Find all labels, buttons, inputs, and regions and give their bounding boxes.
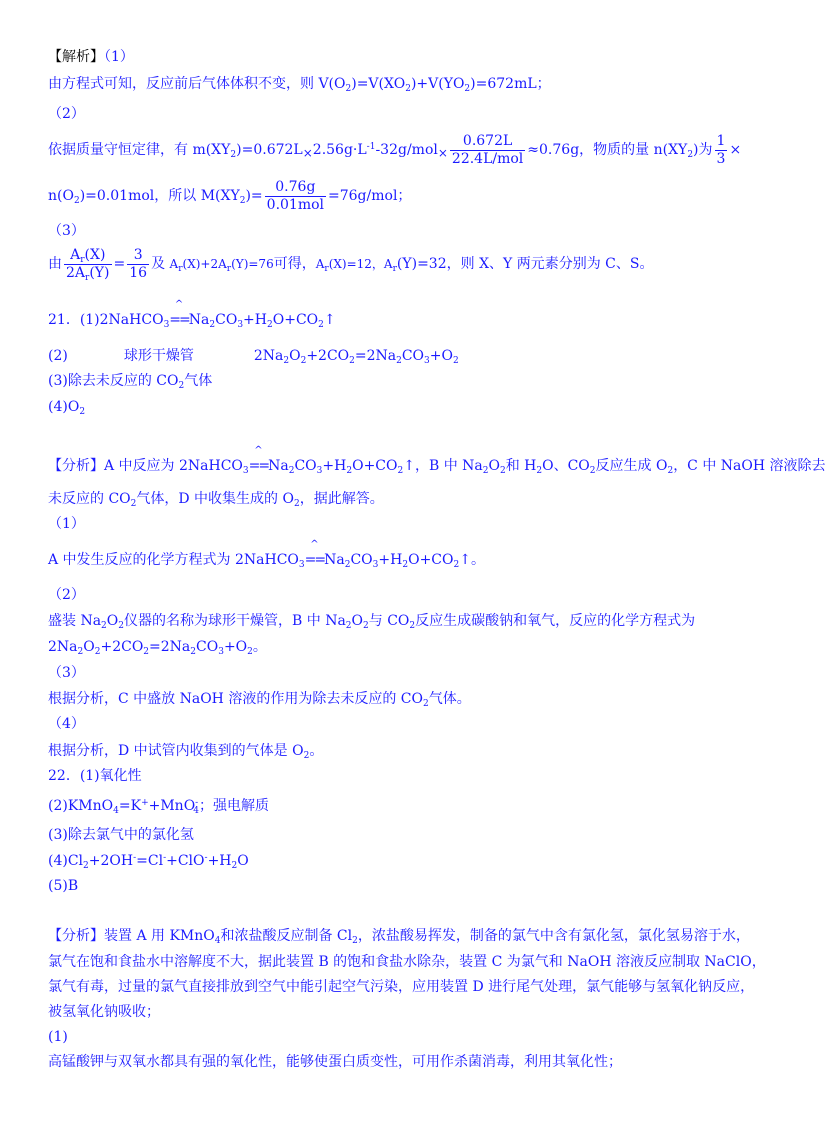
text-line: 未反应的 $CO_2$气体，D 中收集生成的 $O_2$，据此解答。 <box>48 491 384 509</box>
analysis-line: 【分析】装置 A 用 KMnO$_4$和浓盐酸反应制备 $Cl_2$，浓盐酸易挥发，制备的氯气中含有氯化氢，氯化氢易溶于水， <box>48 928 750 946</box>
answer-line: $(4)O_2$ <box>48 399 86 417</box>
answer-line: $(4)Cl_2+2OH^-=Cl^-+ClO^-+H_2O$ <box>48 853 249 871</box>
text-line: $2Na_2O_2+2CO_2=2Na_2CO_3+O_2$。 <box>48 639 267 657</box>
text-line: 盛装 $Na_2O_2$仪器的名称为球形干燥管，B 中 $Na_2O_2$与 $CO_2$反应生成碳酸钠和氧气，反应的化学方程式为 <box>48 613 696 631</box>
answer-line: (3)除去未反应的 $CO_2$气体 <box>48 373 213 391</box>
answer-line: (5)B <box>48 878 79 894</box>
analysis-line: 【解析】（1） <box>48 49 134 65</box>
formula-line: 由 $\frac{A_r(X)}{2A_r(Y)}$ = $\frac{3}{16}$ 及 $A_r(X)+2A_r(Y)=76$可得，$A_r(X)=12$，$A_r(Y)=32$，则 X、Y 两元素分别为 C、S。 <box>48 246 654 283</box>
fraction: $\frac{0.672L}{\text{22.4L/mol}}$ <box>451 132 524 167</box>
text-line: 由方程式可知，反应前后气体体积不变，则 $V(O_2)=V(XO_2)+V(YO_2)=672mL$； <box>48 76 551 94</box>
fraction: $\frac{3}{16}$ <box>129 246 148 281</box>
section-number: (1) <box>48 1029 68 1045</box>
fraction: $\frac{0.76g}{\text{0.01mol}}$ <box>266 178 325 213</box>
section-number: （2） <box>48 106 85 122</box>
analysis-tag: 【解析】 <box>48 49 104 65</box>
answer-line: (3)除去氯气中的氯化氢 <box>48 827 194 843</box>
answer-line: (2)KMnO$_4$=K++MnO-$_4$；强电解质 <box>48 798 269 816</box>
text-line: 氯气在饱和食盐水中溶解度不大，据此装置 B 的饱和食盐水除杂，装置 C 为氯气和 NaOH 溶液反应制取 NaClO， <box>48 954 766 970</box>
analysis-line: 【分析】A 中反应为 2NaHCO$_3$ ^ $==Na_2CO_3+H_2O+CO_2↑$，B 中 $Na_2O_2$和 $H_2O$、$CO_2$反应生成 $O_2$，C 中 NaOH 溶液除去 <box>48 445 826 476</box>
fraction: $\frac{1}{3}$ <box>716 132 726 167</box>
section-number: （3） <box>48 223 85 239</box>
answer-line: (2) 球形干燥管 $2Na_2O_2+2CO_2=2Na_2CO_3+O_2$ <box>48 348 459 366</box>
section-number: （3） <box>48 665 85 681</box>
text-line: 氯气有毒，过量的氯气直接排放到空气中能引起空气污染，应用装置 D 进行尾气处理，氯气能够与氢氧化钠反应， <box>48 979 755 995</box>
text-line: A 中发生反应的化学方程式为 2NaHCO$_3$ ^ $==Na_2CO_3+H_2O+CO_2↑$。 <box>48 539 485 570</box>
fraction: $\frac{A_r(X)}{2A_r(Y)}$ <box>66 246 110 283</box>
text-line: 根据分析，D 中试管内收集到的气体是 $O_2$。 <box>48 743 324 761</box>
text-line: 根据分析，C 中盛放 NaOH 溶液的作用为除去未反应的 $CO_2$气体。 <box>48 691 471 709</box>
text-line: 被氢氧化钠吸收； <box>48 1004 160 1020</box>
formula-line: 依据质量守恒定律，有 $m(XY_2)=0.672L_\times 2.56g\cdot L^{-1}-32g/mol_\times$ $\frac{0.672L}{\text{22.4L/mol}}$ ≈0.76g，物质的量 $n(XY_2)$为 $\frac{1}{3}$ × <box>48 132 742 167</box>
answer-line: 22．(1)氧化性 <box>48 768 142 784</box>
formula-line: $n(O_2)=0.01mol$，所以 $M(XY_2)=$ $\frac{0.76g}{\text{0.01mol}}$ =76g/mol； <box>48 178 412 213</box>
section-number: （1） <box>48 516 85 532</box>
heat-condition-sign: ^ == <box>304 539 325 568</box>
answer-line: 21．(1)2NaHCO$_3$ ^ $==Na_2CO_3+H_2O+CO_2↑$ <box>48 299 336 330</box>
section-number: （4） <box>48 716 85 732</box>
section-number: （2） <box>48 587 85 603</box>
heat-condition-sign: ^ == <box>248 445 269 474</box>
text-line: 高锰酸钾与双氧水都具有强的氧化性，能够使蛋白质变性，可用作杀菌消毒，利用其氧化性； <box>48 1054 622 1070</box>
heat-condition-sign: ^ == <box>169 299 189 328</box>
